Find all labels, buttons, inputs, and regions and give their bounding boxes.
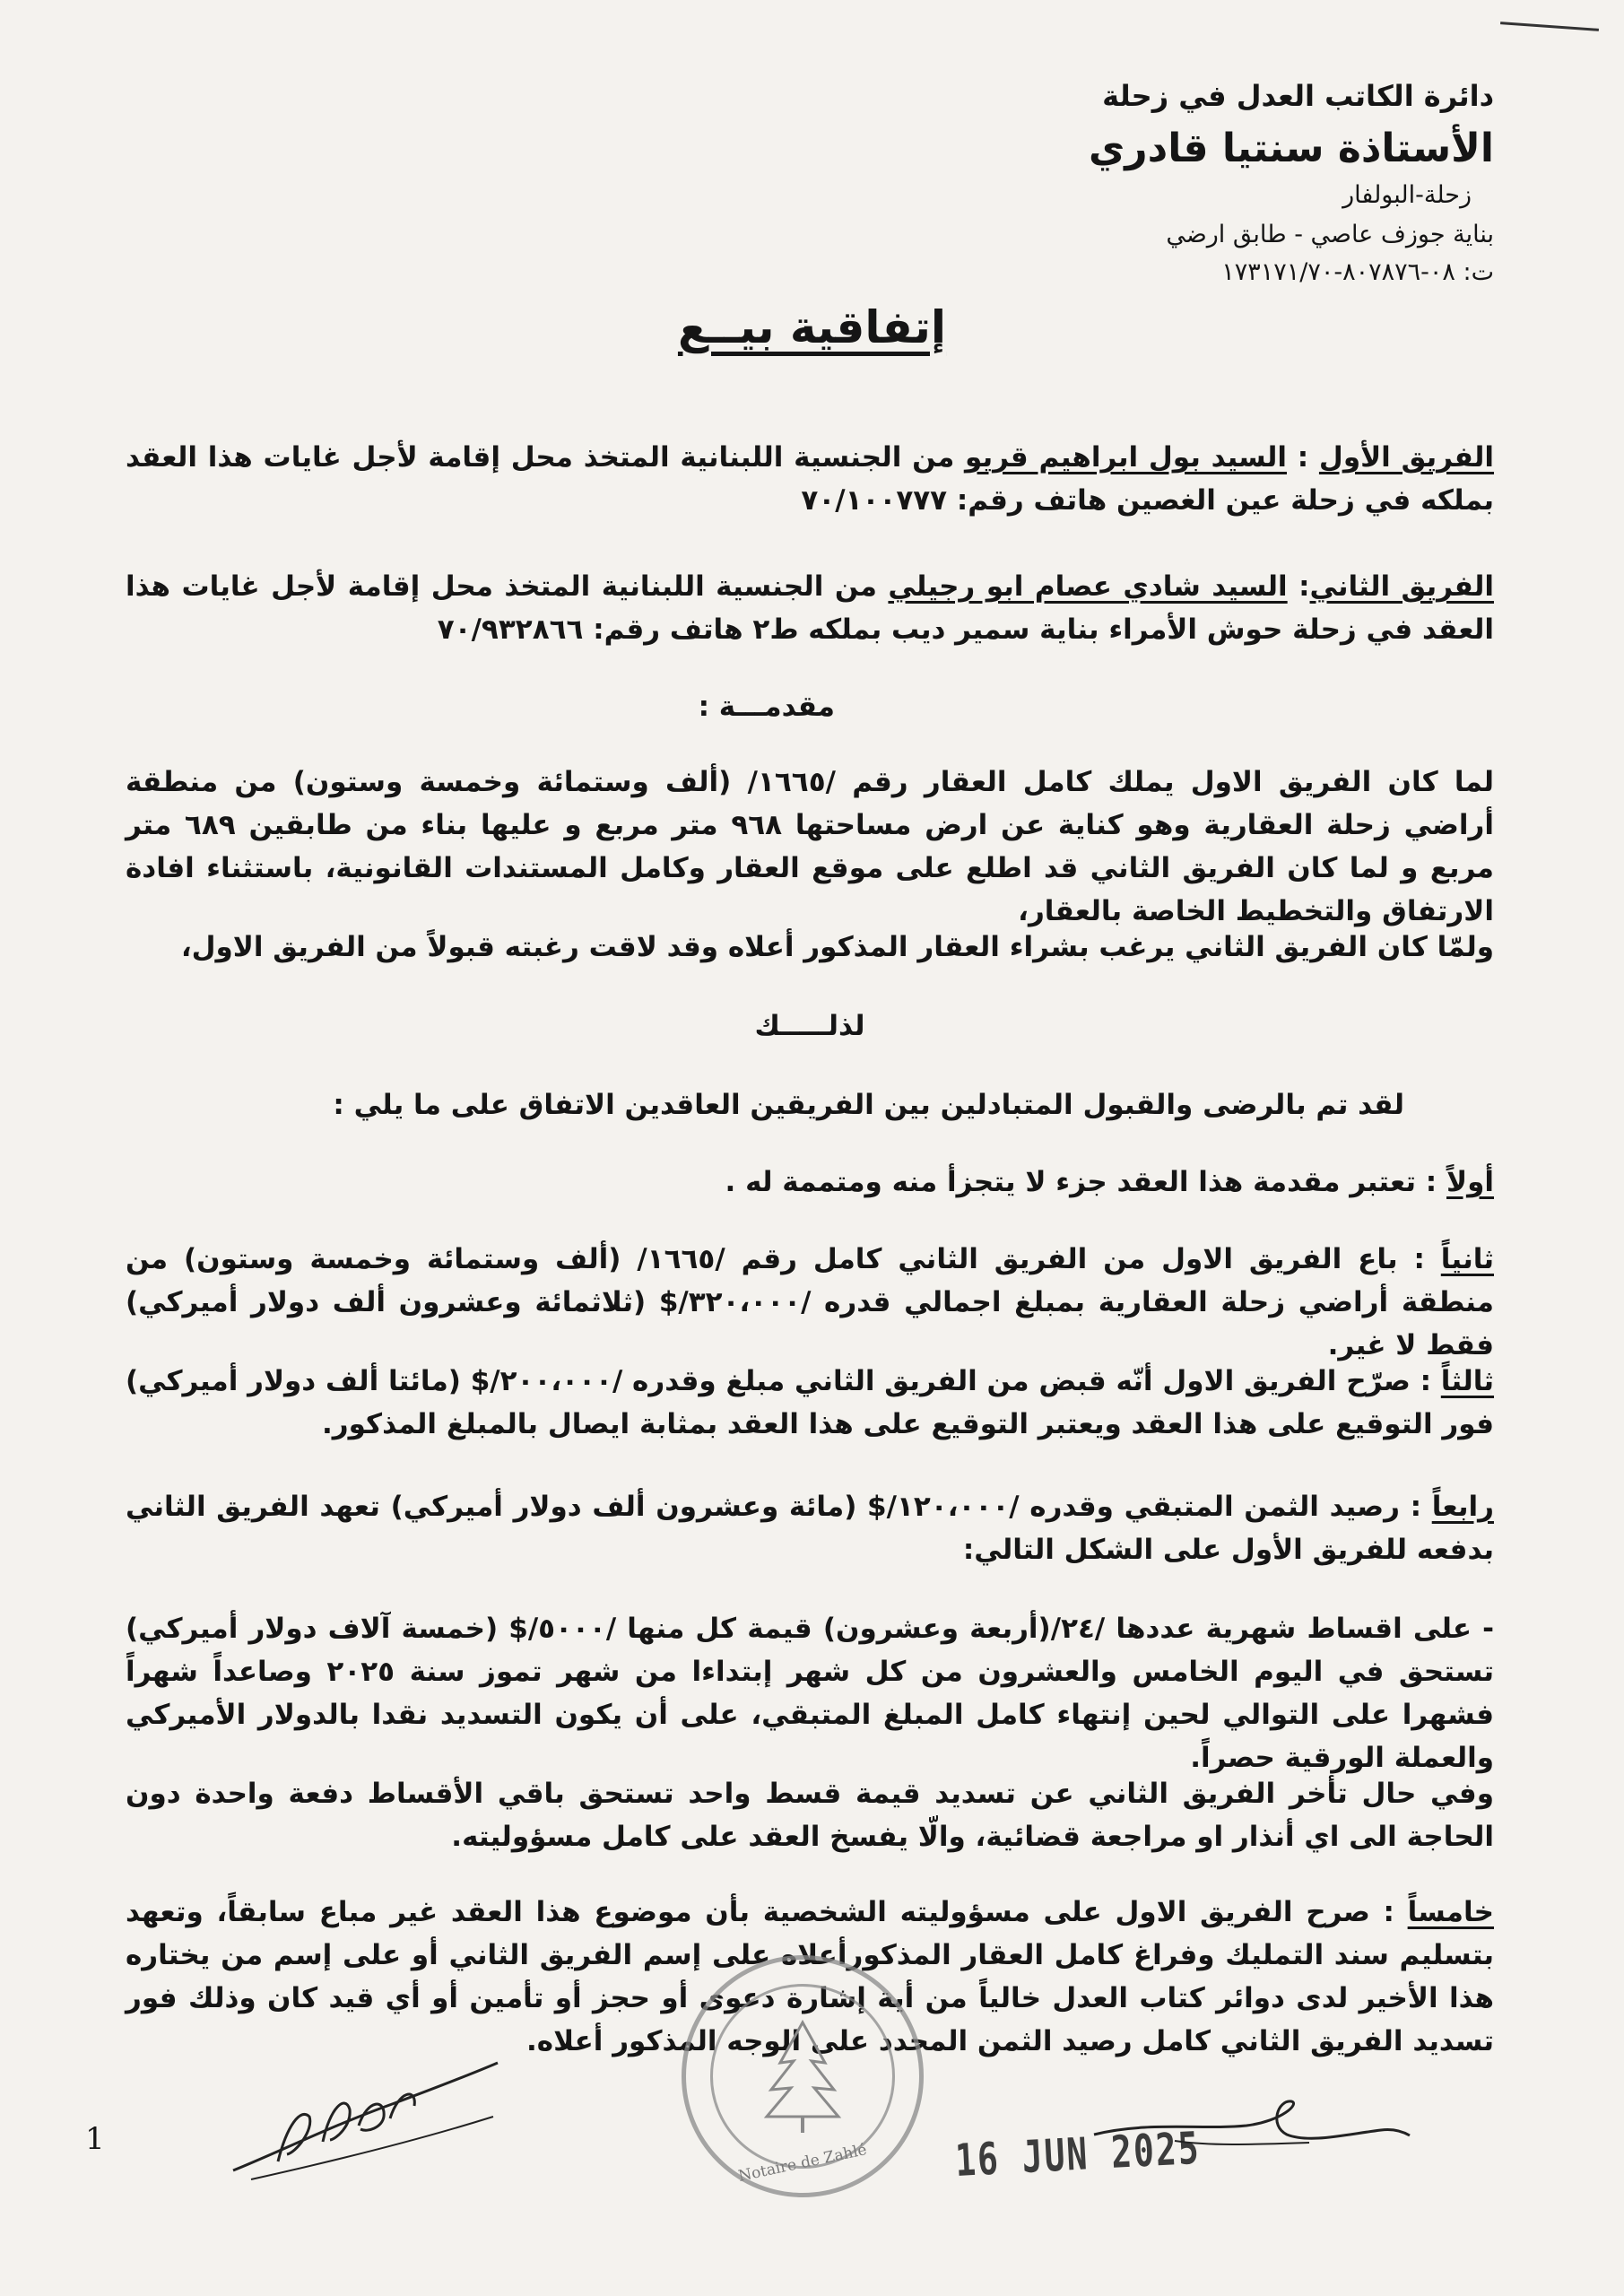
intro-paragraph-2: ولمّا كان الفريق الثاني يرغب بشراء العقار المذكور أعلاه وقد لاقت رغبته قبولاً من الفريق الاول، [180, 931, 1494, 963]
party-one-label: الفريق الأول [1318, 441, 1495, 474]
notary-phone: ت: ٠٨-٨٠٧٨٧٦-١٧٣١٧١/٧٠ [1221, 258, 1494, 286]
signature-left-icon [224, 2054, 511, 2188]
clause-1-text: : تعتبر مقدمة هذا العقد جزء لا يتجزأ منه ومتممة له . [725, 1166, 1437, 1198]
clause-2-label: ثانياً [1440, 1243, 1494, 1275]
signature-right-icon [1076, 2085, 1417, 2175]
agreement-intro: لقد تم بالرضى والقبول المتبادلين بين الفريقين العاقدين الاتفاق على ما يلي : [333, 1089, 1404, 1121]
party-one-details: من الجنسية اللبنانية المتخذ محل إقامة لأجل غايات هذا العقد بملكه في زحلة عين الغصين هاتف رقم: ٧٠/١٠٠٧٧٧ [126, 441, 1494, 517]
default-paragraph: وفي حال تأخر الفريق الثاني عن تسديد قيمة قسط واحد تستحق باقي الأقساط دفعة واحدة دون الحاجة الى اي أنذار او مراجعة قضائية، والّا يفسخ العقد على كامل مسؤوليته. [126, 1778, 1494, 1853]
clause-3-text: : صرّح الفريق الاول أنّه قبض من الفريق الثاني مبلغ وقدره /٢٠٠،٠٠٠/$ (مائتا ألف دولار أميركي) فور التوقيع على هذا العقد ويعتبر التوقيع على هذا العقد بمثابة ايصال بالمبلغ المذكور. [126, 1365, 1494, 1440]
seal-text: Notaire de Zahlé [736, 2141, 869, 2186]
notary-seal [682, 1955, 924, 2197]
notary-location: زحلة-البولفار [1342, 181, 1472, 209]
clause-1-label: أولاً [1446, 1166, 1494, 1198]
corner-mark [1500, 22, 1599, 31]
intro-heading: مقدمـــة : [698, 691, 835, 723]
party-one: الفريق الأول : السيد بول ابراهيم قريو من الجنسية اللبنانية المتخذ محل إقامة لأجل غايات هذا العقد بملكه في زحلة عين الغصين هاتف رقم: ٧٠/١٠٠٧٧٧ [126, 441, 1495, 517]
document-title: إتفاقية بيــع [677, 301, 947, 353]
party-two: الفريق الثاني: السيد شادي عصام ابو رجيلي من الجنسية اللبنانية المتخذ محل إقامة لأجل غايات هذا العقد في زحلة حوش الأمراء بناية سمير ديب بملكه ط٢ هاتف رقم: ٧٠/٩٣٢٨٦٦ [126, 570, 1494, 646]
clause-2-text: : باع الفريق الاول من الفريق الثاني كامل رقم /١٦٦٥/ (ألف وستمائة وخمسة وستون) من منطقة أراضي زحلة العقارية بمبلغ اجمالي قدره /٣٢٠،٠٠٠/$ (ثلاثمائة وعشرون ألف دولار أميركي) فقط لا غير. [126, 1243, 1494, 1361]
intro-paragraph-1: لما كان الفريق الاول يملك كامل العقار رقم /١٦٦٥/ (ألف وستمائة وخمسة وستون) من منطقة أراضي زحلة العقارية وهو كناية عن ارض مساحتها ٩٦٨ متر مربع و عليها بناء من طابقين ٦٨٩ متر مربع و لما كان الفريق الثاني قد اطلع على موقع العقار وكامل المستندات القانونية، باستثناء افادة الارتفاق والتخطيط الخاصة بالعقار، [126, 766, 1494, 927]
party-two-label: الفريق الثاني [1309, 570, 1494, 603]
clause-3 [126, 1360, 1494, 1446]
title-container [0, 301, 1624, 353]
installments-paragraph: - على اقساط شهرية عددها /٢٤/(أربعة وعشرون) قيمة كل منها /٥٠٠٠/$ (خمسة آلاف دولار أميركي) تستحق في اليوم الخامس والعشرون من كل شهر إبتداءا من شهر تموز سنة ٢٠٢٥ وصاعداً شهراً فشهرا على التوالي لحين إنتهاء كامل المبلغ المتبقي، على أن يكون التسديد نقدا بالدولار الأميركي والعملة الورقية حصراً. [126, 1613, 1495, 1774]
notary-office: دائرة الكاتب العدل في زحلة [1102, 79, 1494, 113]
clause-4-text: : رصيد الثمن المتبقي وقدره /١٢٠،٠٠٠/$ (مائة وعشرون ألف دولار أميركي) تعهد الفريق الثاني بدفعه للفريق الأول على الشكل التالي: [126, 1491, 1494, 1566]
notary-building: بناية جوزف عاصي - طابق ارضي [1166, 221, 1494, 248]
clause-3-label: ثالثاً [1440, 1365, 1495, 1397]
party-two-name: السيد شادي عصام ابو رجيلي [888, 570, 1288, 603]
therefore-heading: لذلـــــك [754, 1010, 865, 1042]
date-stamp: 16 JUN 2025 [953, 2122, 1202, 2187]
clause-4 [126, 1485, 1494, 1571]
page-number: 1 [85, 2121, 105, 2157]
party-one-name: السيد بول ابراهيم قريو [965, 441, 1287, 474]
clause-2 [126, 1238, 1494, 1367]
clause-4-label: رابعاً [1431, 1491, 1494, 1523]
clause-5-text: : صرح الفريق الاول على مسؤوليته الشخصية بأن موضوع هذا العقد غير مباع سابقاً، وتعهد بتسليم سند التمليك وفراغ كامل العقار المذكورأعلاه على إسم الفريق الثاني أو على إسم من يختاره هذا الأخير لدى دوائر كتاب العدل خالياً من أية إشارة دعوى أو حجز أو تأمين أو أي قيد كان وذلك فور تسديد الفريق الثاني كامل رصيد الثمن المحدد على الوجه المذكور أعلاه. [126, 1896, 1494, 2057]
clause-1 [126, 1161, 1494, 1204]
notary-name: الأستاذة سنتيا قادري [1088, 126, 1494, 171]
party-two-details: من الجنسية اللبنانية المتخذ محل إقامة لأجل غايات هذا العقد في زحلة حوش الأمراء بناية سمير ديب بملكه ط٢ هاتف رقم: ٧٠/٩٣٢٨٦٦ [126, 570, 1494, 646]
clause-5-label: خامساً [1407, 1896, 1494, 1928]
